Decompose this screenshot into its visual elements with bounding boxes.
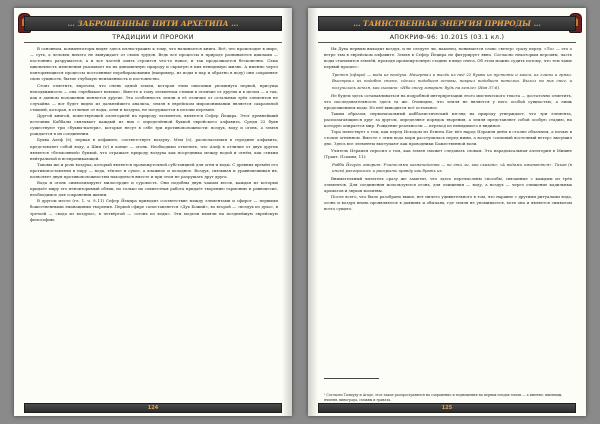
paragraph: Таким образом, первоначальный каббалистический взгляд на природу утверждает, что три элемента, располагающиеся друг за другом, определяют порядок творения, а земля представляет собой особую стадию, на которую опирается мир. Рождение реальности — переход из невидимого в видимое.: [324, 110, 572, 129]
divider: [318, 42, 576, 43]
paragraph: После всего, что было разобрано выше, нет ничего удивительного в том, что наравне с другими ритуалами вода, огонь и воздух вновь проявляются в даяниях и обычаях, где земля не упоминается, хотя она и является символом всего сущего.: [324, 194, 572, 212]
paragraph: В основном, комментаторы видят здесь иллюстрацию к тому, что начинается книга. Всё, что происходит в мире, — суть, а человек ничего не вынуждает от своих трудов. Ведь все процессы в природе развиваются циклами — постоянно разрушается, а и все частей опять строится что-то новое, и так продолжается бесконечно. Сама цикличность изменения указывает на их динамичную природу и скрытую в них невидимую жизнь. А именно через повторяющиеся процессы постоянные перебираковании (например, из воды в пар и обратно в воду) они сохраняют свою сущность, бытие глубокую неизменность и постоянство.: [30, 46, 278, 82]
paragraph: Стоит отметить, впрочем, что очень одной земли, которая этим описании упоминута первой, присуща неподвижность — она «пребывает вовеки». Вместе к тому элементам стихии в отличие от других и в целом — а так, как в данном положении меняется другие. Эта особенность земли и её отличие от остальных трёх элементов не случайна — вот будет видно из дальнейшего анализа, земля в еврейском миропонимании является сакральной стихией, которая, в отличие от воды, огня и воздуха, не погружается в потоки перемен.: [30, 82, 278, 112]
paragraph: Другой книгой, повествующей аллегорией на природу элементов, является Сефер Йецира. Этот древнейший источник Каббалы связывает каждый из них с определённой буквой еврейского алфавита. Среди 22 букв существуют три «буквы-матери», которые несут в себе три противоположности: воздух, воду и огонь, а земля рождается в их соединении.: [30, 113, 278, 137]
running-header: … ТАИНСТВЕННАЯ ЭНЕРГИЯ ПРИРОДЫ …: [318, 16, 576, 31]
block-quote: Рабби Йегуда говорит: Учителями казначейства — не эти ли, как сказано: «А водами омываются». Таков (в ином) разгорались и раскрыть правду как брать их.: [332, 161, 572, 173]
paragraph: Вода и огонь символизируют милосердие и суровость. Они подобны двум чашам весов, каждая из которых придаёт миру его неповторимый облик, но только их совместная работа придаёт творению гармонию и равновесие, необходимое для сохранения жизни.: [30, 180, 278, 198]
paragraph: В другом месте (гл. 1, ч. 9–11) Сефер Йецира приводит соответствие между элементами и сфирот — первыми божественными эманациями творения. Первой сфире сопоставляется «Дух Божий», во второй — «воздух из духа», в третьей — «вода из воздуха», в четвёртой — «огонь из воды». Эти модели влияли на позднейшую еврейскую философию.: [30, 198, 278, 222]
running-header: … ЗАБРОШЕННЫЕ НИТИ АРХЕТИПА …: [24, 16, 282, 31]
section-title: ТРАДИЦИИ И ПРОРОКИ: [112, 34, 194, 41]
paragraph: Их Духа первым выходит воздух, и не следует ли, наконец, понимается слово «ветер» сразу перед. «Ло» — это о ветре тхм в еврейском алфавите. Земля в Сефер Йецира не фигурирует явно. Согласно некоторым версиям, часть воды становится землёй, проходя промежуточную стадию в виде снега. Об этом можно судить потому, что тем чаще первый процесс:: [324, 46, 572, 70]
left-page: [14, 8, 292, 416]
paragraph: Таковы же и роль воздуха, который является промежуточной субстанцией для огня и воды. С древних времён его противопоставляли в пару — вода, тёплое и сухое, а влажное и холодное. Воздух, связывая и уравновешивая их, позволяет двум противоположностям находиться вместе и при этом не разрушать друг друга.: [30, 161, 278, 179]
block-quote: Третья (сфира) — вода из воздуха. Начертал и высёк из неё 22 буквы из пустоты и хаоса, из глины и грязи. Выстроил их подобно стене, сделал подобием основы, покрыл подобием потолка. Вылил на них снег, и получилась земля, как сказано: «Ибо снегу говорит: будь на земле» (Иов 37:6).: [332, 72, 572, 90]
paragraph: Учитель Израиля спросил о том, как земля сможет следовать словам. Эта парадоксальная аллегория в Мишне (Тракт. Псахим, 11):: [324, 147, 572, 159]
section-title: АПОКРИФ-96: 10.2015 (03.1 кл.): [389, 34, 505, 41]
page-number: 124: [24, 403, 282, 413]
paragraph: Не будем здесь останавливаться на подробной интерпретации этого мистического текста — достаточно отметить, что последовательность здесь та же. Очевидно, что земля не является у него особой сущностью, а лишь продолжением воды. Из неё выводится всё остальное.: [324, 92, 572, 110]
page-body: [324, 46, 572, 376]
paragraph: Тора повествует о том, как перед Исходом из Египта Бог вёл народ Израиля днём в столпе облачном, а ночью в столпе огненном. Вместе с этим вода моря расступилась перед ними, а воздух «сильный восточный ветер» высушил дно. Здесь все элементы выступают как проводники Божественной воли.: [324, 129, 572, 147]
divider: [24, 42, 282, 43]
footnote-divider: [324, 378, 379, 379]
right-page: [308, 8, 586, 416]
paragraph: Внимательный читатель сразу же заметит, что здесь перечислены способы, связанные с каждым из трёх элементов. Для соединения используются огонь, для очищения — воду, а воздух — через очищение кадильных ароматов и звуков молитвы.: [324, 175, 572, 194]
paragraph: Буква Алеф (א), первая в алфавите, соответствует воздуху. Мем (מ), располагаемая в середине алфавита, представляет собой воду, а Шин (ש) в конце — огонь. Необходимо отметить, что Алеф в отличие от двух других является «безмолвной» буквой, что отражает природу воздуха как посредника между водой и огнём, как стихии нейтральной и всепроникающей.: [30, 137, 278, 161]
page-body: [30, 46, 278, 390]
footnote: ¹ Согласно Талмуду и Агаде, этот закон распространялся на сохранение и подношения на первых плодах земли — а именно: пшеницы, ячменя, винограда, смоквы и граната.: [324, 393, 563, 402]
page-number: 125: [318, 403, 576, 413]
